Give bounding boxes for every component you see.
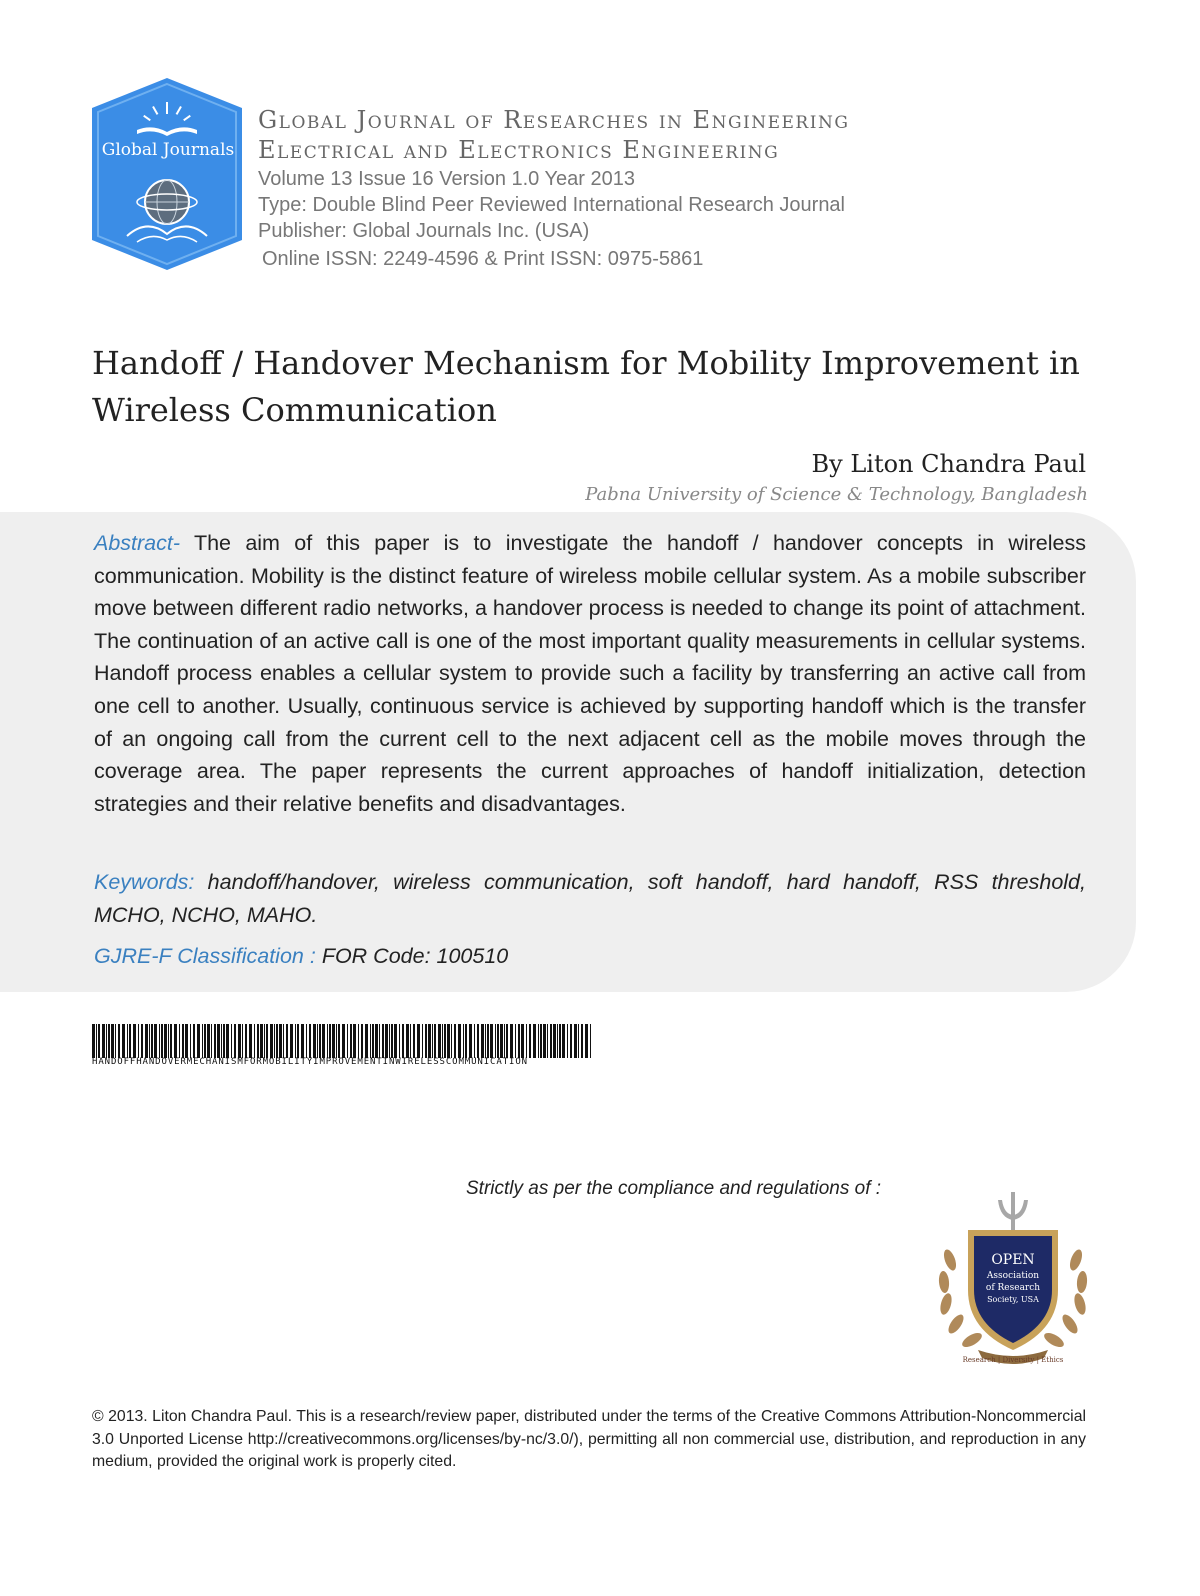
barcode-text: HANDOFFHANDOVERMECHANISMFORMOBILITYIMPROVEMENTINWIRELESSCOMMUNICATION bbox=[92, 1057, 528, 1067]
barcode-bar bbox=[141, 1024, 143, 1058]
barcode-bar bbox=[254, 1024, 255, 1058]
barcode-bar bbox=[442, 1024, 443, 1058]
barcode-bar bbox=[382, 1024, 384, 1058]
barcode-bar bbox=[500, 1024, 503, 1058]
seal-line-4: Society, USA bbox=[987, 1295, 1039, 1304]
barcode-bar bbox=[559, 1024, 561, 1058]
barcode-bar bbox=[185, 1024, 188, 1058]
barcode-bar bbox=[469, 1024, 472, 1058]
barcode-bar bbox=[399, 1024, 400, 1058]
barcode-bar bbox=[317, 1024, 318, 1058]
barcode-bar bbox=[570, 1024, 572, 1058]
barcode-bar bbox=[92, 1024, 95, 1058]
barcode-bar bbox=[133, 1024, 136, 1058]
barcode-bar bbox=[193, 1024, 195, 1058]
barcode-bar bbox=[264, 1024, 265, 1058]
seal-line-2: Association bbox=[986, 1271, 1040, 1281]
barcode-bar bbox=[115, 1024, 116, 1058]
barcode-bar bbox=[129, 1024, 131, 1058]
barcode-bar bbox=[290, 1024, 293, 1058]
journal-issn: Online ISSN: 2249-4596 & Print ISSN: 0975-5861 bbox=[262, 248, 704, 270]
barcode-bar bbox=[477, 1024, 479, 1058]
journal-publisher: Publisher: Global Journals Inc. (USA) bbox=[258, 220, 590, 242]
barcode-bar bbox=[211, 1024, 212, 1058]
barcode-bar bbox=[154, 1024, 157, 1058]
journal-title: Global Journal of Researches in Engineering bbox=[258, 106, 850, 134]
barcode-bar bbox=[257, 1024, 259, 1058]
keywords-text: handoff/handover, wireless communication, soft handoff, hard handoff, RSS threshold, MCHO, NCHO, MAHO. bbox=[94, 870, 1086, 927]
barcode-bar bbox=[451, 1024, 452, 1058]
barcode-bar bbox=[581, 1024, 583, 1058]
barcode-bar bbox=[127, 1024, 128, 1058]
barcode-bar bbox=[221, 1024, 222, 1058]
barcode-bar bbox=[458, 1024, 461, 1058]
barcode-bar bbox=[190, 1024, 191, 1058]
barcode-bar bbox=[406, 1024, 409, 1058]
barcode-bar bbox=[417, 1024, 420, 1058]
seal-line-1: OPEN bbox=[991, 1252, 1035, 1268]
barcode-bar bbox=[413, 1024, 415, 1058]
barcode-bar bbox=[108, 1024, 110, 1058]
barcode-bar bbox=[510, 1024, 513, 1058]
barcode-bar bbox=[204, 1024, 206, 1058]
barcode-bar bbox=[309, 1024, 311, 1058]
barcode-bar bbox=[538, 1024, 539, 1058]
abstract-label: Abstract- bbox=[94, 531, 181, 555]
barcode-bar bbox=[490, 1024, 493, 1058]
oars-seal-logo bbox=[928, 1190, 1098, 1370]
barcode-bar bbox=[353, 1024, 356, 1058]
barcode-bar bbox=[529, 1024, 531, 1058]
barcode-bar bbox=[553, 1024, 556, 1058]
barcode-bar bbox=[557, 1024, 558, 1058]
barcode-bar bbox=[463, 1024, 464, 1058]
barcode-bar bbox=[434, 1024, 436, 1058]
barcode-bar bbox=[487, 1024, 489, 1058]
barcode-bar bbox=[286, 1024, 288, 1058]
barcode-bar bbox=[338, 1024, 340, 1058]
barcode-bar bbox=[422, 1024, 423, 1058]
barcode-bar bbox=[567, 1024, 568, 1058]
barcode-bar bbox=[425, 1024, 427, 1058]
barcode-bar bbox=[526, 1024, 527, 1058]
barcode-bar bbox=[370, 1024, 371, 1058]
barcode-bar bbox=[266, 1024, 268, 1058]
barcode-bar bbox=[379, 1024, 380, 1058]
barcode-bar bbox=[270, 1024, 273, 1058]
barcode-bar bbox=[122, 1024, 125, 1058]
barcode-bar bbox=[394, 1024, 397, 1058]
barcode-bar bbox=[118, 1024, 120, 1058]
barcode-bar bbox=[375, 1024, 378, 1058]
barcode-bar bbox=[506, 1024, 508, 1058]
barcode-bar bbox=[547, 1024, 548, 1058]
barcode-bar bbox=[332, 1024, 335, 1058]
barcode-bar bbox=[159, 1024, 160, 1058]
barcode-bar bbox=[540, 1024, 542, 1058]
paper-affiliation: Pabna University of Science & Technology, Bangladesh bbox=[585, 484, 1088, 505]
barcode-bar bbox=[231, 1024, 232, 1058]
seal-line-3: of Research bbox=[985, 1283, 1041, 1293]
barcode-bar bbox=[504, 1024, 505, 1058]
barcode-bar bbox=[550, 1024, 552, 1058]
barcode-bar bbox=[444, 1024, 446, 1058]
barcode-bar bbox=[301, 1024, 304, 1058]
barcode-bar bbox=[543, 1024, 546, 1058]
barcode-bar bbox=[319, 1024, 321, 1058]
keywords bbox=[94, 866, 1086, 931]
barcode-bar bbox=[102, 1024, 105, 1058]
barcode-bar bbox=[234, 1024, 236, 1058]
abstract bbox=[94, 527, 1086, 820]
barcode-bar bbox=[447, 1024, 450, 1058]
global-journals-logo bbox=[92, 78, 242, 270]
barcode-bar bbox=[361, 1024, 363, 1058]
barcode-bar bbox=[313, 1024, 316, 1058]
barcode-bar bbox=[428, 1024, 431, 1058]
barcode-bar bbox=[481, 1024, 484, 1058]
journal-volume: Volume 13 Issue 16 Version 1.0 Year 2013 bbox=[258, 168, 635, 190]
barcode-bar bbox=[297, 1024, 299, 1058]
barcode bbox=[92, 1024, 594, 1058]
barcode-bar bbox=[238, 1024, 241, 1058]
barcode-bar bbox=[306, 1024, 307, 1058]
barcode-bar bbox=[533, 1024, 536, 1058]
barcode-bar bbox=[385, 1024, 388, 1058]
seal-tagline: Research | Diversity | Ethics bbox=[962, 1356, 1064, 1364]
barcode-bar bbox=[245, 1024, 247, 1058]
barcode-bar bbox=[585, 1024, 588, 1058]
license-text: © 2013. Liton Chandra Paul. This is a research/review paper, distributed under the terms of the Creative Commons Attribution-Noncommercial 3.0 Unported License http://creativecommons.org/licenses/by-nc/3.0/), permitting all non commercial use, distribution, and reproduction in any medium, provided the original work is properly cited. bbox=[92, 1408, 1086, 1470]
paper-author: By Liton Chandra Paul bbox=[811, 450, 1086, 478]
barcode-bar bbox=[402, 1024, 404, 1058]
barcode-bar bbox=[350, 1024, 352, 1058]
barcode-bar bbox=[578, 1024, 579, 1058]
barcode-bar bbox=[327, 1024, 328, 1058]
barcode-bar bbox=[276, 1024, 278, 1058]
barcode-bar bbox=[590, 1024, 591, 1058]
barcode-bar bbox=[521, 1024, 524, 1058]
barcode-bar bbox=[197, 1024, 200, 1058]
barcode-bar bbox=[562, 1024, 565, 1058]
barcode-bar bbox=[279, 1024, 282, 1058]
barcode-bar bbox=[151, 1024, 153, 1058]
barcode-bar bbox=[358, 1024, 359, 1058]
barcode-bar bbox=[260, 1024, 263, 1058]
barcode-bar bbox=[336, 1024, 337, 1058]
barcode-bar bbox=[179, 1024, 180, 1058]
barcode-bar bbox=[497, 1024, 499, 1058]
barcode-bar bbox=[438, 1024, 441, 1058]
barcode-bar bbox=[249, 1024, 252, 1058]
barcode-bar bbox=[214, 1024, 216, 1058]
barcode-bar bbox=[518, 1024, 520, 1058]
barcode-bar bbox=[495, 1024, 496, 1058]
barcode-bar bbox=[170, 1024, 172, 1058]
barcode-bar bbox=[342, 1024, 345, 1058]
classification-text: FOR Code: 100510 bbox=[321, 944, 509, 968]
barcode-bar bbox=[217, 1024, 220, 1058]
barcode-bar bbox=[149, 1024, 150, 1058]
journal-type: Type: Double Blind Peer Reviewed International Research Journal bbox=[258, 194, 846, 216]
classification bbox=[94, 944, 508, 969]
compliance-text: Strictly as per the compliance and regulations of : bbox=[466, 1178, 882, 1199]
barcode-bar bbox=[454, 1024, 456, 1058]
barcode-bar bbox=[96, 1024, 97, 1058]
barcode-bar bbox=[98, 1024, 100, 1058]
barcode-bar bbox=[223, 1024, 225, 1058]
barcode-bar bbox=[347, 1024, 348, 1058]
barcode-bar bbox=[145, 1024, 148, 1058]
paper-title: Handoff / Handover Mechanism for Mobility Improvement in Wireless Communication bbox=[92, 344, 1080, 429]
journal-section: Electrical and Electronics Engineering bbox=[258, 136, 780, 164]
barcode-bar bbox=[274, 1024, 275, 1058]
barcode-bar bbox=[474, 1024, 475, 1058]
barcode-bar bbox=[168, 1024, 169, 1058]
logo-text: Global Journals bbox=[101, 140, 235, 160]
barcode-bar bbox=[515, 1024, 516, 1058]
barcode-bar bbox=[111, 1024, 114, 1058]
barcode-bar bbox=[164, 1024, 167, 1058]
barcode-bar bbox=[226, 1024, 229, 1058]
barcode-bar bbox=[410, 1024, 411, 1058]
keywords-label: Keywords: bbox=[94, 870, 195, 894]
barcode-bar bbox=[372, 1024, 374, 1058]
barcode-bar bbox=[161, 1024, 163, 1058]
classification-label: GJRE-F Classification : bbox=[94, 944, 322, 968]
barcode-bar bbox=[283, 1024, 284, 1058]
barcode-bar bbox=[465, 1024, 467, 1058]
barcode-bar bbox=[322, 1024, 325, 1058]
barcode-bar bbox=[365, 1024, 368, 1058]
barcode-bar bbox=[574, 1024, 577, 1058]
barcode-bar bbox=[242, 1024, 243, 1058]
barcode-bar bbox=[295, 1024, 296, 1058]
barcode-bar bbox=[182, 1024, 184, 1058]
barcode-bar bbox=[202, 1024, 203, 1058]
barcode-bar bbox=[207, 1024, 210, 1058]
barcode-bar bbox=[389, 1024, 390, 1058]
abstract-text: The aim of this paper is to investigate the handoff / handover concepts in wireless communication. Mobility is the distinct feature of wireless mobile cellular system. As a mobile subscriber move between different radio networks, a handover process is needed to change its point of attachment. The continuation of an active call is one of the most important quality measurements in cellular systems. Handoff process enables a cellular system to provide such a facility by transferring an active call from one cell to another. Usually, continuous service is achieved by supporting handoff which is the transfer of an ongoing call from the current cell to the next adjacent cell as the mobile moves through the coverage area. The paper represents the current approaches of handoff initialization, detection strategies and their relative benefits and disadvantages. bbox=[94, 531, 1086, 816]
barcode-bar bbox=[485, 1024, 486, 1058]
barcode-bar bbox=[432, 1024, 433, 1058]
barcode-bar bbox=[391, 1024, 393, 1058]
barcode-bar bbox=[174, 1024, 177, 1058]
barcode-bar bbox=[106, 1024, 107, 1058]
barcode-bar bbox=[138, 1024, 139, 1058]
barcode-bar bbox=[329, 1024, 331, 1058]
